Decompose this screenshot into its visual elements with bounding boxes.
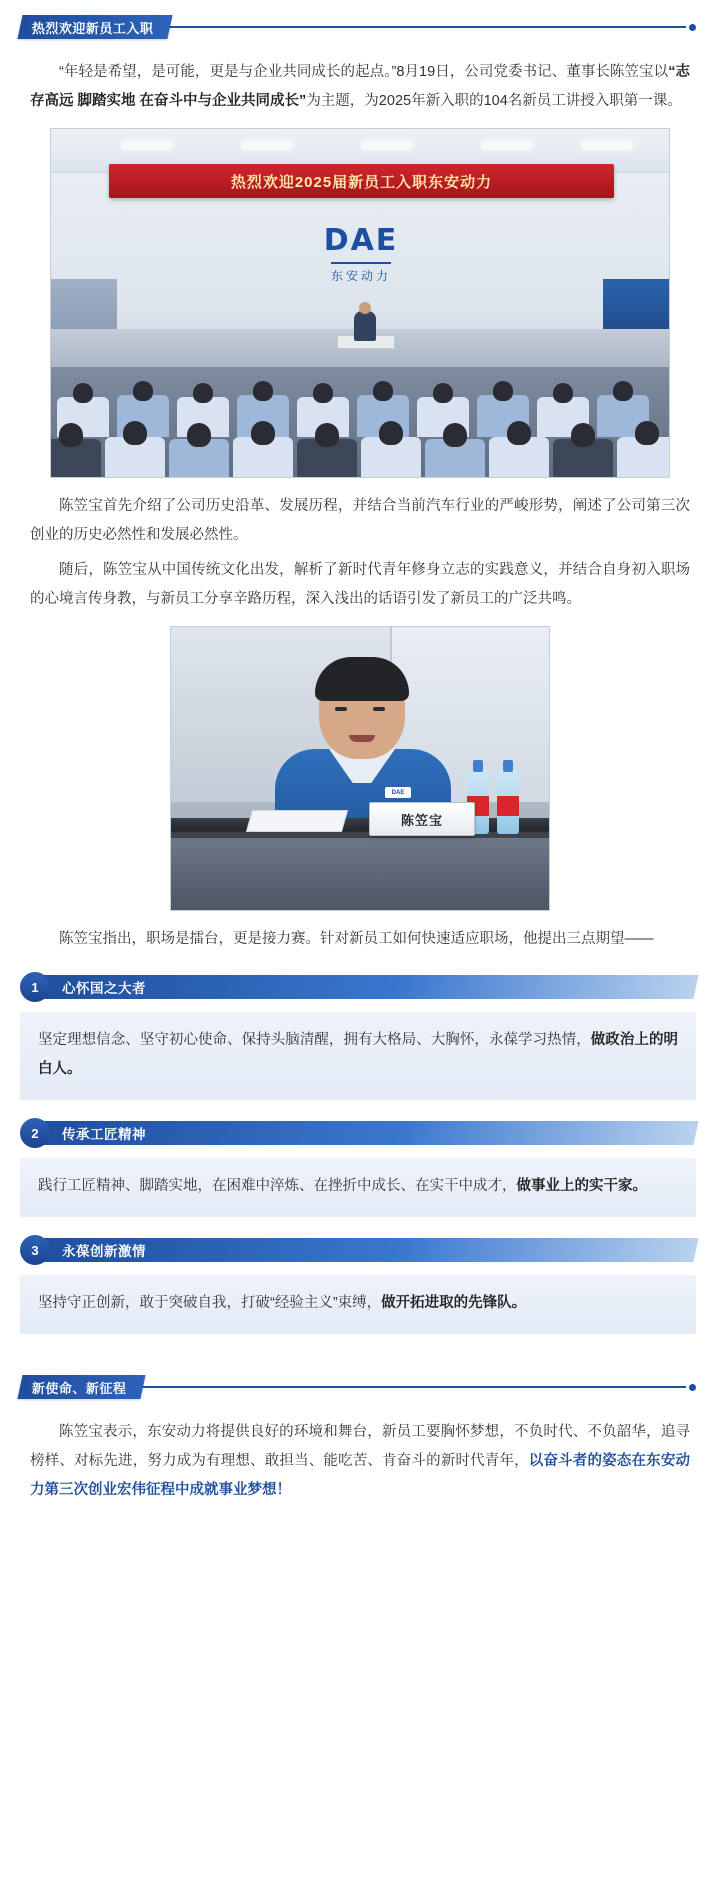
point-number-1: 1 [20, 972, 50, 1002]
section-dot-2 [689, 1384, 696, 1391]
table-document [246, 810, 348, 832]
audience-seating [51, 367, 669, 478]
point-body-3 [20, 1275, 696, 1334]
section-tag-label-2: 新使命、新征程 [32, 1380, 127, 1396]
point-header-2 [20, 1118, 696, 1148]
closing-text-a: 陈笠宝表示，东安动力将提供良好的环境和舞台，新员工要胸怀梦想，不负时代、不负韶华，追寻榜样、对标先进，努力成为有理想、敢担当、能吃苦、肯奋斗的新时代青年， [30, 1424, 690, 1469]
section-tag-2 [17, 1375, 145, 1399]
paragraph-expectations-lead: 陈笠宝指出，职场是擂台，更是接力赛。针对新员工如何快速适应职场，他提出三点期望—— [59, 931, 654, 947]
name-plate-text: 陈笠宝 [400, 812, 443, 828]
point-number-3: 3 [20, 1235, 50, 1265]
point-text-3a: 坚持守正创新，敢于突破自我，打破“经验主义”束缚， [38, 1295, 382, 1311]
point-title-bar-1 [37, 975, 698, 999]
water-bottle-2 [497, 770, 519, 834]
point-title-bar-2 [37, 1121, 698, 1145]
figure-auditorium [50, 128, 670, 478]
table-cloth [171, 838, 549, 910]
section-tag [17, 15, 172, 39]
section-header-welcome [20, 10, 696, 44]
point-block-2 [20, 1118, 696, 1217]
section-tag-label: 热烈欢迎新员工入职 [32, 20, 154, 36]
logo-text: DAE [323, 222, 399, 258]
paragraph-culture: 随后，陈笠宝从中国传统文化出发，解析了新时代青年修身立志的实践意义，并结合自身初入职场的心境言传身教，与新员工分享辛路历程，深入浅出的话语引发了新员工的广泛共鸣。 [30, 562, 690, 607]
point-body-2 [20, 1158, 696, 1217]
point-block-1 [20, 972, 696, 1100]
paragraph-history: 陈笠宝首先介绍了公司历史沿革、发展历程，并结合当前汽车行业的严峻形势，阐述了公司第三次创业的历史必然性和发展必然性。 [30, 498, 690, 543]
name-plate [369, 802, 475, 836]
person-mouth [349, 735, 375, 742]
company-logo-wall [261, 217, 461, 289]
paragraph-closing [30, 1418, 690, 1505]
photo-auditorium [50, 128, 670, 478]
point-block-3 [20, 1235, 696, 1334]
uniform-badge: DAE [385, 787, 411, 798]
speaker-figure [354, 311, 376, 341]
point-text-2b: 做事业上的实干家。 [516, 1178, 647, 1194]
closing-text-b: 以奋斗者的姿态在东安动力第三次创业宏伟征程中成就事业梦想！ [30, 1453, 691, 1498]
point-text-1b: 做政治上的明白人。 [38, 1032, 678, 1077]
point-text-1a: 坚定理想信念、坚守初心使命、保持头脑清醒，拥有大格局、大胸怀，永葆学习热情， [38, 1032, 591, 1048]
welcome-banner-text: 热烈欢迎2025届新员工入职东安动力 [230, 173, 493, 191]
point-header-1 [20, 972, 696, 1002]
section-header-mission [20, 1370, 696, 1404]
point-body-1 [20, 1012, 696, 1100]
point-title-3: 永葆创新激情 [62, 1244, 146, 1259]
section-rule-2 [139, 1386, 686, 1388]
point-title-bar-3 [37, 1238, 698, 1262]
person-hair [315, 657, 409, 701]
photo-portrait [170, 626, 550, 911]
point-text-3b: 做开拓进取的先锋队。 [381, 1295, 527, 1311]
logo-subtext: 东安动力 [331, 262, 391, 284]
intro-theme: “志存高远 脚踏实地 在奋斗中与企业共同成长” [30, 64, 690, 109]
intro-text-c: 为主题，为2025年新入职的104名新员工讲授入职第一课。 [306, 93, 682, 109]
point-number-2: 2 [20, 1118, 50, 1148]
section-dot [689, 24, 696, 31]
welcome-banner [109, 164, 614, 198]
figure-portrait [170, 626, 550, 911]
paragraph-intro [30, 58, 690, 116]
section-rule [166, 26, 686, 28]
intro-text-a: “年轻是希望，是可能，更是与企业共同成长的起点。”8月19日，公司党委书记、董事长陈笠宝以 [59, 64, 669, 80]
point-header-3 [20, 1235, 696, 1265]
point-text-2a: 践行工匠精神、脚踏实地，在困难中淬炼、在挫折中成长、在实干中成才， [38, 1178, 517, 1194]
point-title-2: 传承工匠精神 [62, 1127, 146, 1142]
point-title-1: 心怀国之大者 [62, 981, 146, 996]
